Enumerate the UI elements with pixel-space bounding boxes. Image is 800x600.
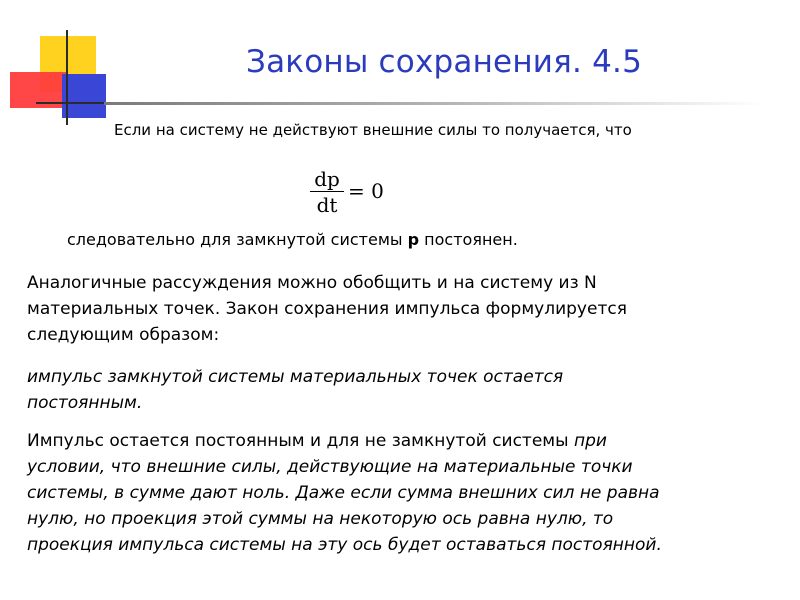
- conclusion-bold: p: [407, 230, 420, 249]
- paragraph-generalization: [27, 270, 767, 348]
- fraction-bar: [310, 191, 344, 192]
- paragraph1-line: материальных точек. Закон сохранения импульса формулируется: [27, 299, 627, 319]
- conclusion-after: постоянен.: [419, 230, 518, 249]
- paragraph3-line: условии, что внешние силы, действующие на материальные точки: [27, 457, 633, 477]
- paragraph3-italic-text: при: [573, 431, 607, 451]
- formula-numerator: dp: [314, 167, 340, 191]
- conclusion-before: следовательно для замкнутой системы: [67, 230, 408, 249]
- vertical-line-decoration: [66, 30, 68, 125]
- formula-fraction: [310, 168, 344, 216]
- paragraph3-line: проекция импульса системы на эту ось будет оставаться постоянной.: [27, 535, 662, 555]
- paragraph3-line: [27, 428, 767, 454]
- slide-title: Законы сохранения. 4.5: [246, 44, 643, 80]
- paragraph2-line: импульс замкнутой системы материальных точек остается: [27, 367, 564, 387]
- slide-logo-decoration: [0, 0, 120, 130]
- paragraph-open-system: [27, 428, 767, 558]
- paragraph3-normal-text: Импульс остается постоянным и для не замкнутой системы: [27, 431, 574, 451]
- paragraph2-line: постоянным.: [27, 393, 143, 413]
- blue-square-decoration: [62, 74, 106, 118]
- paragraph-law-statement: [27, 364, 767, 416]
- formula-denominator: dt: [316, 193, 338, 217]
- paragraph1-line: следующим образом:: [27, 325, 220, 345]
- intro-line: Если на систему не действуют внешние силы то получается, что: [114, 121, 632, 139]
- paragraph3-line: нулю, но проекция этой суммы на некоторую ось равна нулю, то: [27, 509, 614, 529]
- formula-rhs: = 0: [348, 179, 384, 203]
- conclusion-line: [67, 230, 518, 249]
- title-underline: [104, 102, 764, 105]
- paragraph1-line: Аналогичные рассуждения можно обобщить и на систему из N: [27, 273, 597, 293]
- paragraph3-line: системы, в сумме дают ноль. Даже если сумма внешних сил не равна: [27, 483, 660, 503]
- momentum-formula: [310, 168, 400, 218]
